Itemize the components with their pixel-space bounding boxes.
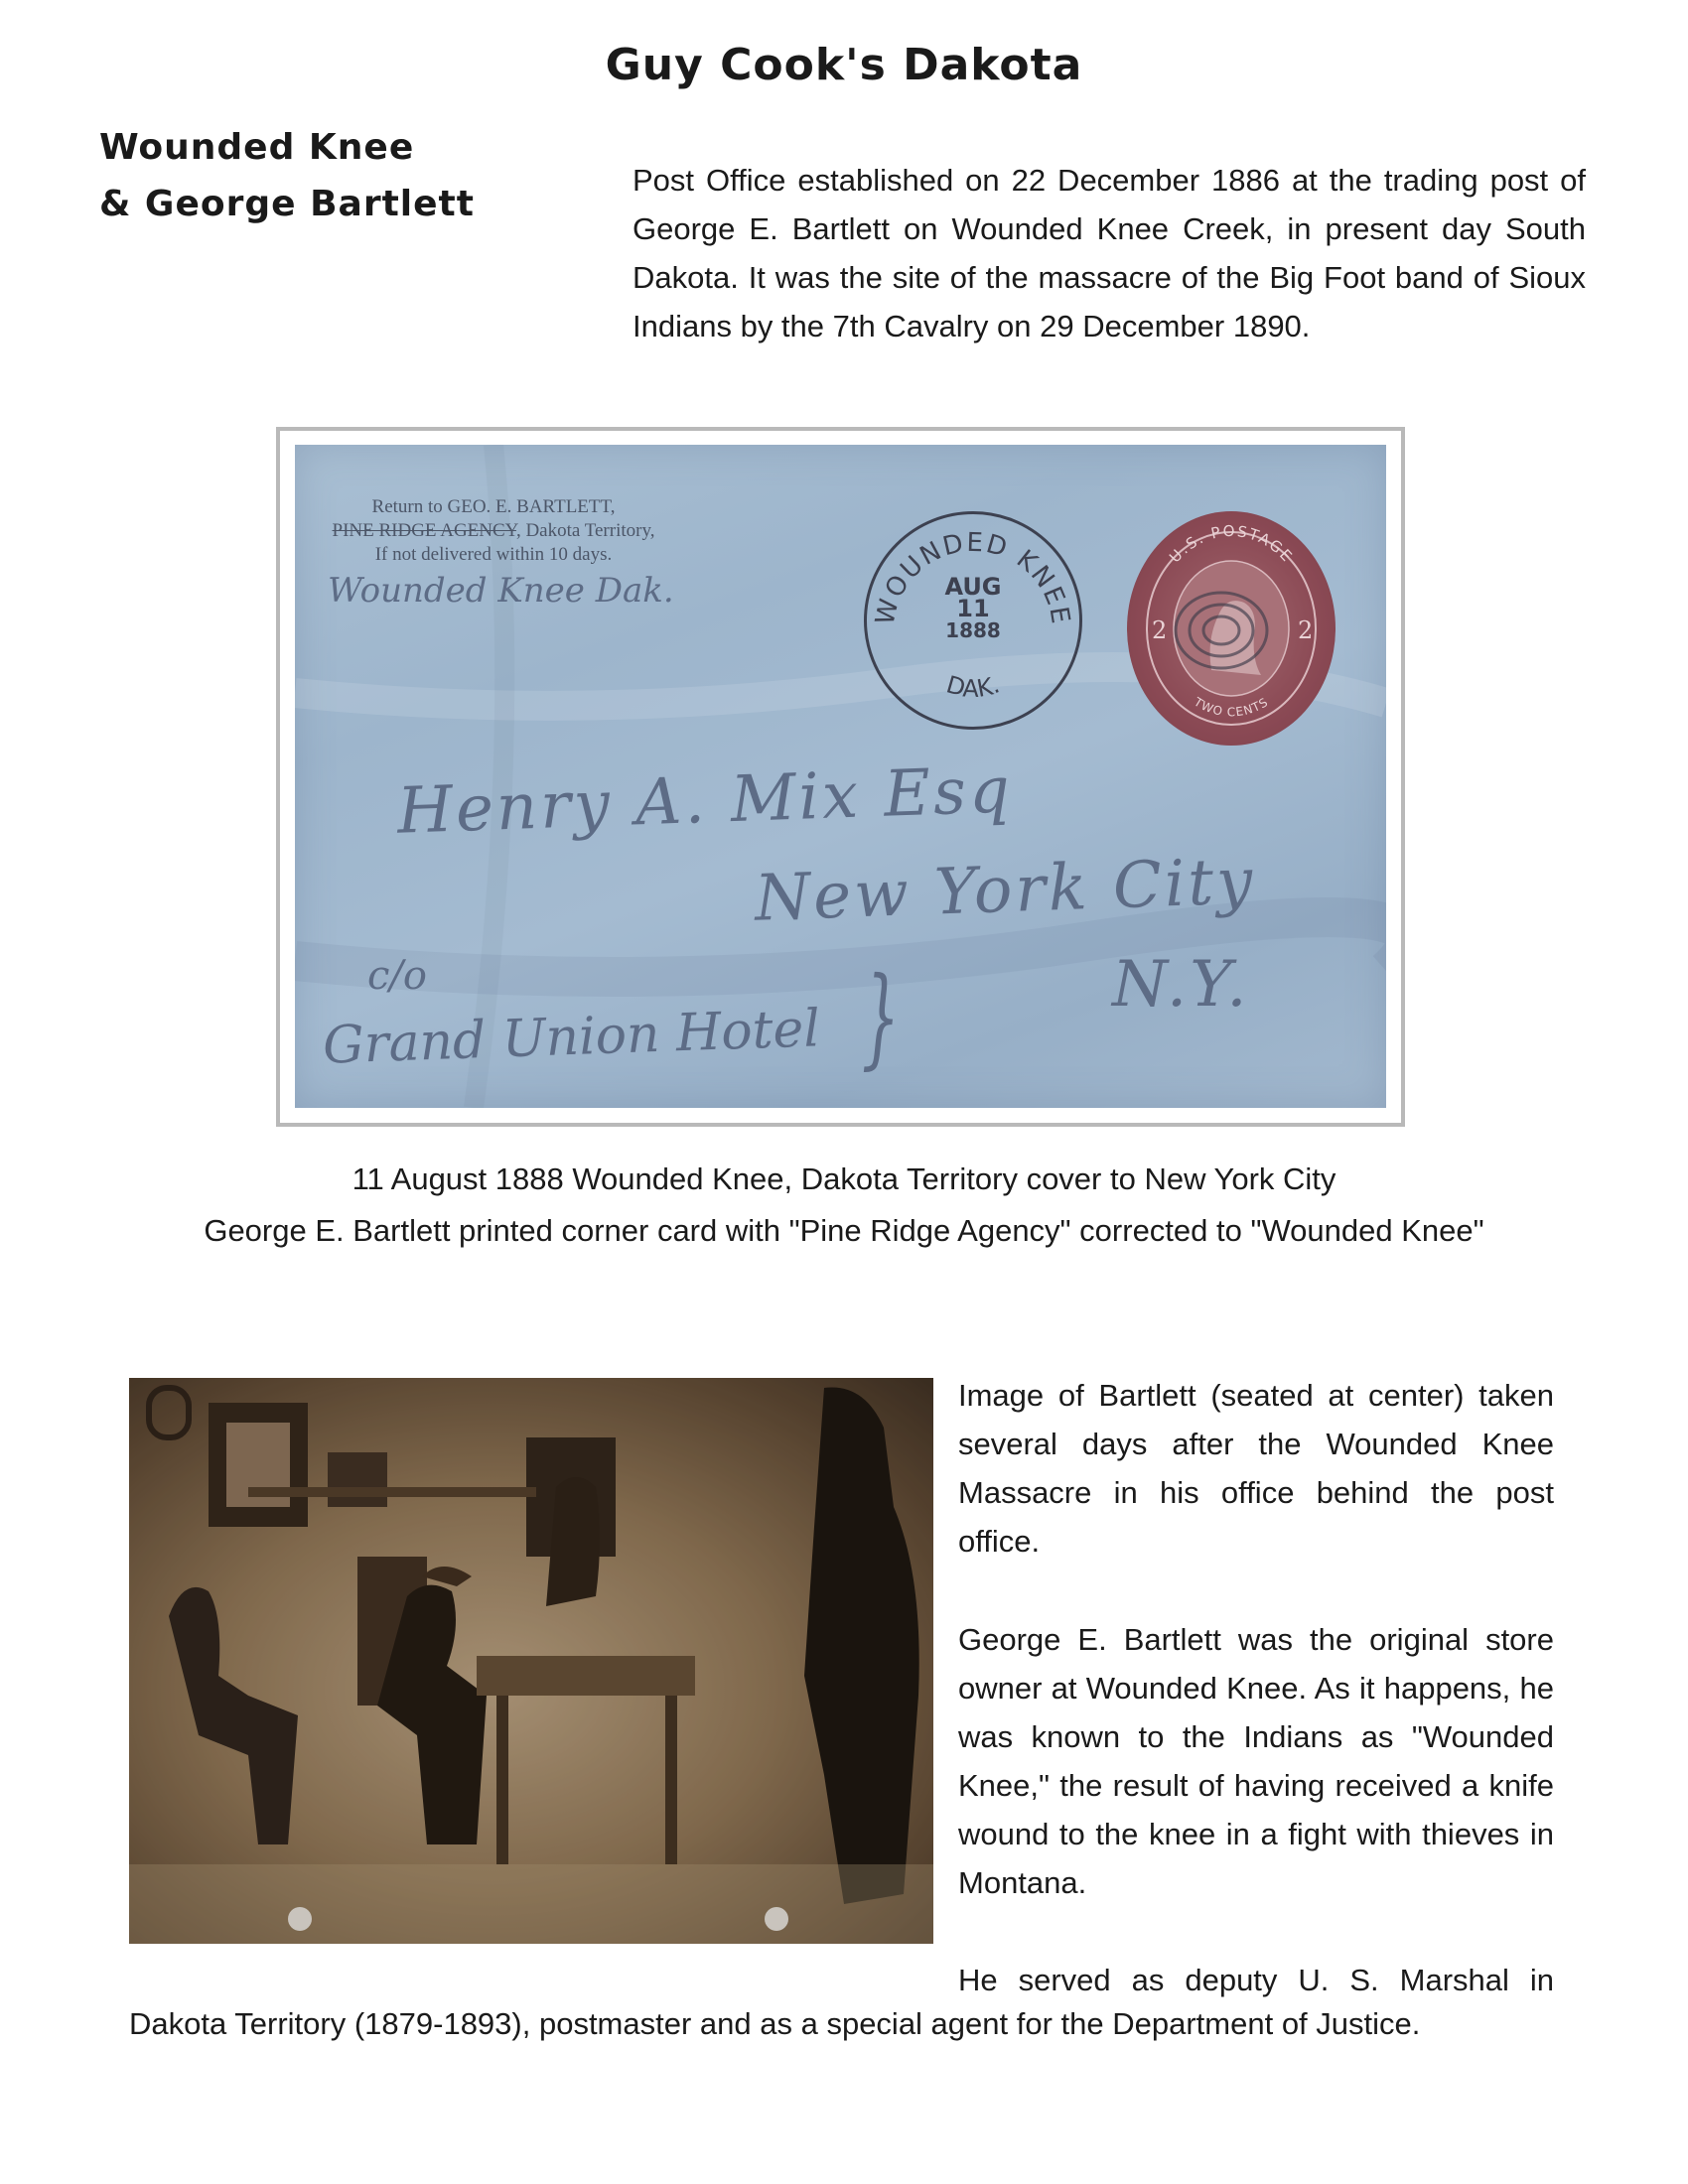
corner-card-line2 [285,519,702,543]
embossed-stamp [1127,511,1336,746]
postmark-year: 1888 [945,618,1001,642]
bartlett-biography: George E. Bartlett was the original store owner at Wounded Knee. As it happens, he was known to the Indians as "Wounded Knee," the result of having received a knife wound to the knee in a fight with thieves in Montana. [958,1622,1554,1900]
corner-card-territory: , Dakota Territory, [515,520,655,541]
stamp-top-inscription: U.S. POSTAGE [1166,521,1297,567]
postmark-month: AUG [944,573,1002,601]
bartlett-office-photo [129,1378,933,1944]
postmark-day: 11 [956,595,990,622]
svg-text:U.S. POSTAGE [1166,522,1297,567]
postmark [864,511,1082,730]
manuscript-correction: Wounded Knee Dak. [328,571,674,611]
postmark-town: WOUNDED KNEE [870,527,1076,628]
stamp-value-left: 2 [1152,616,1168,644]
address-line3: N.Y. [1112,948,1250,1022]
care-of: c/o [367,953,427,999]
address-line2: New York City [753,845,1257,936]
photo-scene [129,1378,933,1944]
intro-paragraph: Post Office established on 22 December 1886 at the trading post of George E. Bartlett on Wounded Knee Creek, in present day South Dakota. It was the site of the massacre of the Big Foot band of Sioux Indians by the 7th Cavalry on 29 December 1890. [633,163,1586,343]
corner-card-struck-agency: PINE RIDGE AGENCY [332,520,516,541]
section-heading-line1: Wounded Knee [99,127,415,168]
closing-first-line: He served as deputy U. S. Marshal in [958,1963,1554,1997]
stamp-value-right: 2 [1298,616,1314,644]
page-title: Guy Cook's Dakota [605,40,1083,90]
address-brace: } [861,953,901,1080]
postmark-state: DAK. [942,670,1004,704]
care-of-hotel: Grand Union Hotel [322,999,821,1076]
svg-text:TWO CENTS [1191,694,1271,719]
svg-text:DAK. [943,670,1003,703]
section-heading-line2: & George Bartlett [99,184,475,224]
photo-description: Image of Bartlett (seated at center) taken several days after the Wounded Knee Massacre in his office behind the post office. [958,1378,1554,1559]
stamp-design [1127,511,1336,746]
section-heading [99,119,475,232]
corner-card-line1: Return to GEO. E. BARTLETT, [371,496,616,517]
closing-second-line: Dakota Territory (1879-1893), postmaster and as a special agent for the Department of Justice. [129,2006,1421,2041]
cover-caption-line1: 11 August 1888 Wounded Knee, Dakota Territory cover to New York City [352,1161,1336,1196]
cover-caption-line2: George E. Bartlett printed corner card with "Pine Ridge Agency" corrected to "Wounded Knee" [204,1213,1484,1248]
stamp-bottom-inscription: TWO CENTS [1192,694,1271,720]
address-line1: Henry A. Mix Esq [395,753,1014,849]
corner-card-line3: If not delivered within 10 days. [374,544,613,565]
